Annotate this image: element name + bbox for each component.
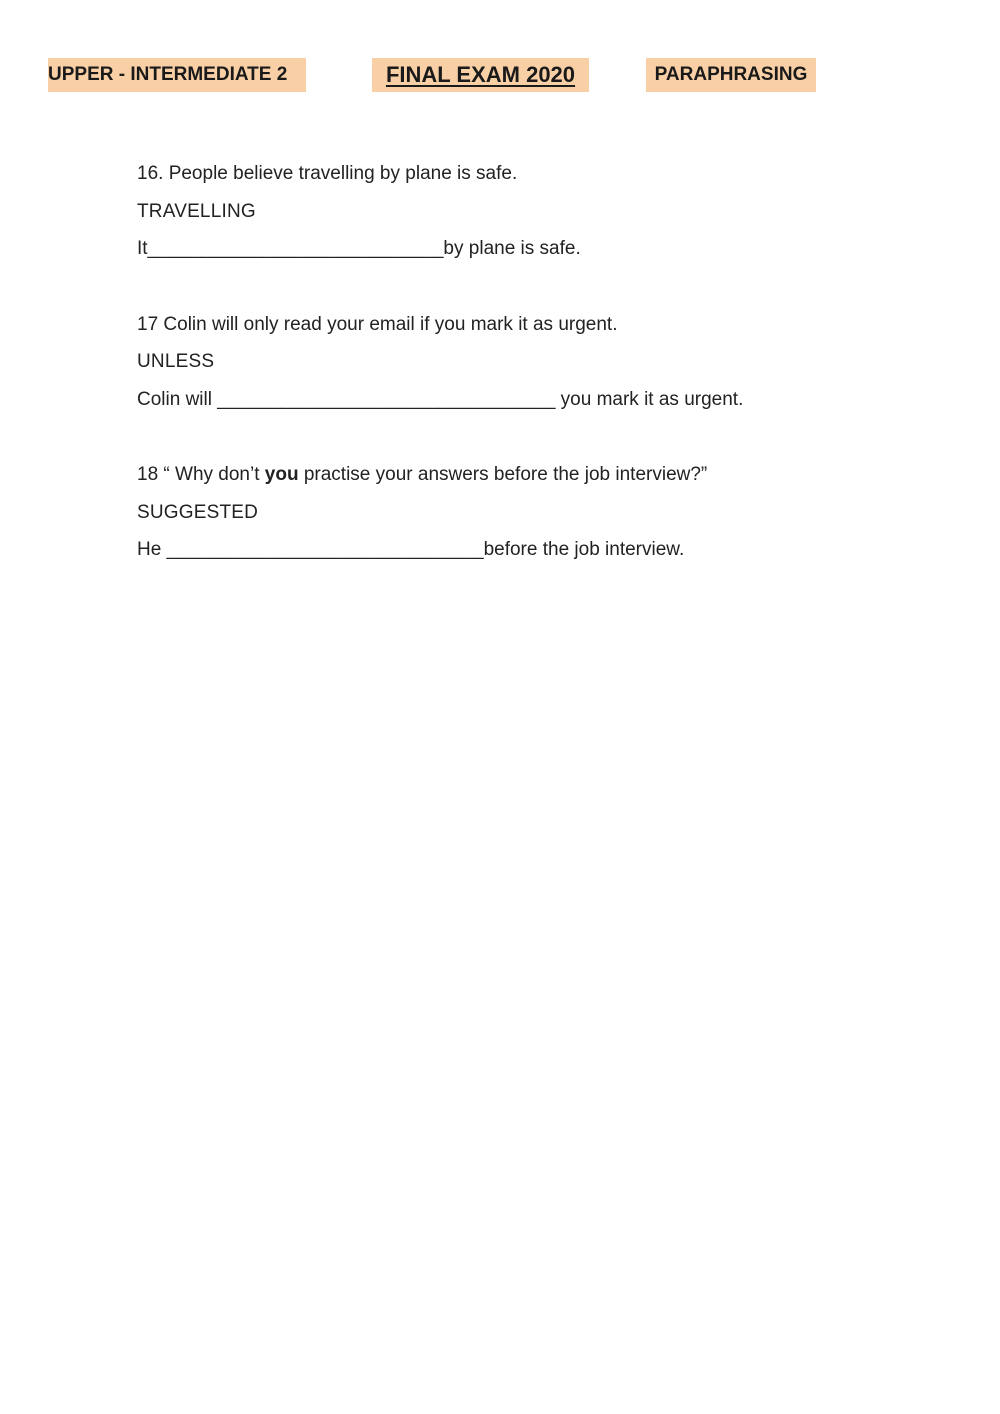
prompt-text-start: 18 “ Why don’t: [137, 464, 265, 485]
level-label: UPPER - INTERMEDIATE 2: [48, 58, 306, 92]
answer-line[interactable]: Colin will ________________________________ you mark it as urgent.: [137, 388, 744, 410]
question-prompt: 17 Colin will only read your email if you mark it as urgent.: [137, 313, 618, 335]
question-17: [137, 306, 937, 419]
question-keyword: SUGGESTED: [137, 501, 259, 523]
prompt-emphasis: you: [264, 464, 299, 485]
topic-label: PARAPHRASING: [646, 58, 816, 92]
question-prompt: [137, 456, 937, 494]
prompt-text-end: practise your answers before the job interview?”: [298, 464, 708, 485]
exam-title: FINAL EXAM 2020: [372, 58, 589, 92]
question-16: [137, 155, 937, 268]
answer-line[interactable]: He ______________________________before the job interview.: [137, 539, 685, 560]
question-keyword: TRAVELLING: [137, 200, 256, 222]
question-prompt: 16. People believe travelling by plane is safe.: [137, 163, 518, 184]
answer-line[interactable]: It____________________________by plane is safe.: [137, 238, 581, 259]
question-keyword: UNLESS: [137, 351, 215, 372]
question-list: [137, 155, 937, 607]
question-18: [137, 456, 937, 569]
